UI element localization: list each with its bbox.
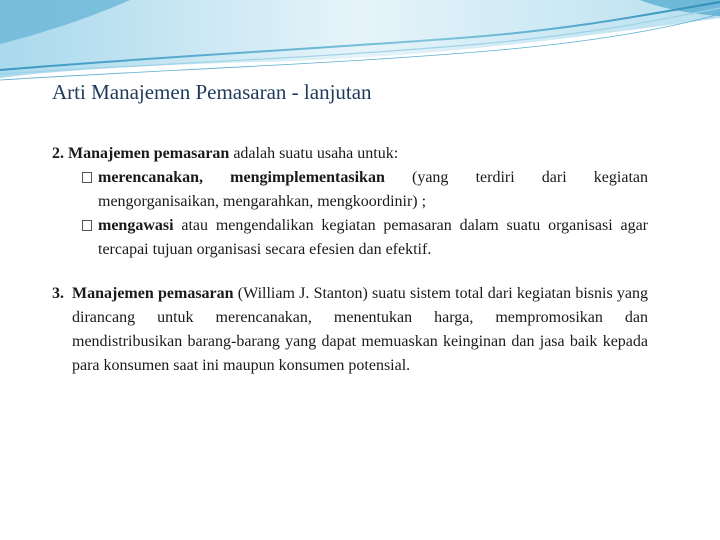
checkbox-bullet-icon (82, 172, 92, 183)
point-2-term: Manajemen pemasaran (68, 145, 230, 162)
bullet-1-strong: merencanakan, mengimplementasikan (98, 169, 385, 186)
slide-title: Arti Manajemen Pemasaran - lanjutan (52, 80, 372, 104)
point-3-term: Manajemen pemasaran (72, 285, 234, 302)
point-2 (52, 142, 648, 166)
point-2-intro: adalah suatu usaha untuk: (229, 145, 399, 162)
point-3-number: 3. (52, 285, 64, 302)
point-3 (52, 282, 648, 378)
slide-content (52, 142, 648, 378)
point-3-text: (William J. Stanton) suatu sistem total dari kegiatan bisnis yang dirancang untuk merencanakan, menentukan harga, mempromosikan dan mendistribusikan barang-barang yang dapat memuaskan keinginan dan jasa baik kepada para konsumen saat ini maupun konsumen potensial. (72, 285, 648, 374)
bullet-1-text: (yang terdiri dari kegiatan mengorganisaikan, mengarahkan, mengkoordinir) ; (98, 169, 649, 210)
point-2-number: 2. (52, 145, 64, 162)
bullet-2-strong: mengawasi (98, 217, 174, 234)
checkbox-bullet-icon (82, 220, 92, 231)
header-wave-decoration (0, 0, 720, 90)
bullet-2-text: atau mengendalikan kegiatan pemasaran dalam suatu organisasi agar tercapai tujuan organisasi secara efesien dan efektif. (98, 217, 648, 258)
point-2-bullet-1 (52, 166, 648, 214)
point-2-bullet-2 (52, 214, 648, 262)
